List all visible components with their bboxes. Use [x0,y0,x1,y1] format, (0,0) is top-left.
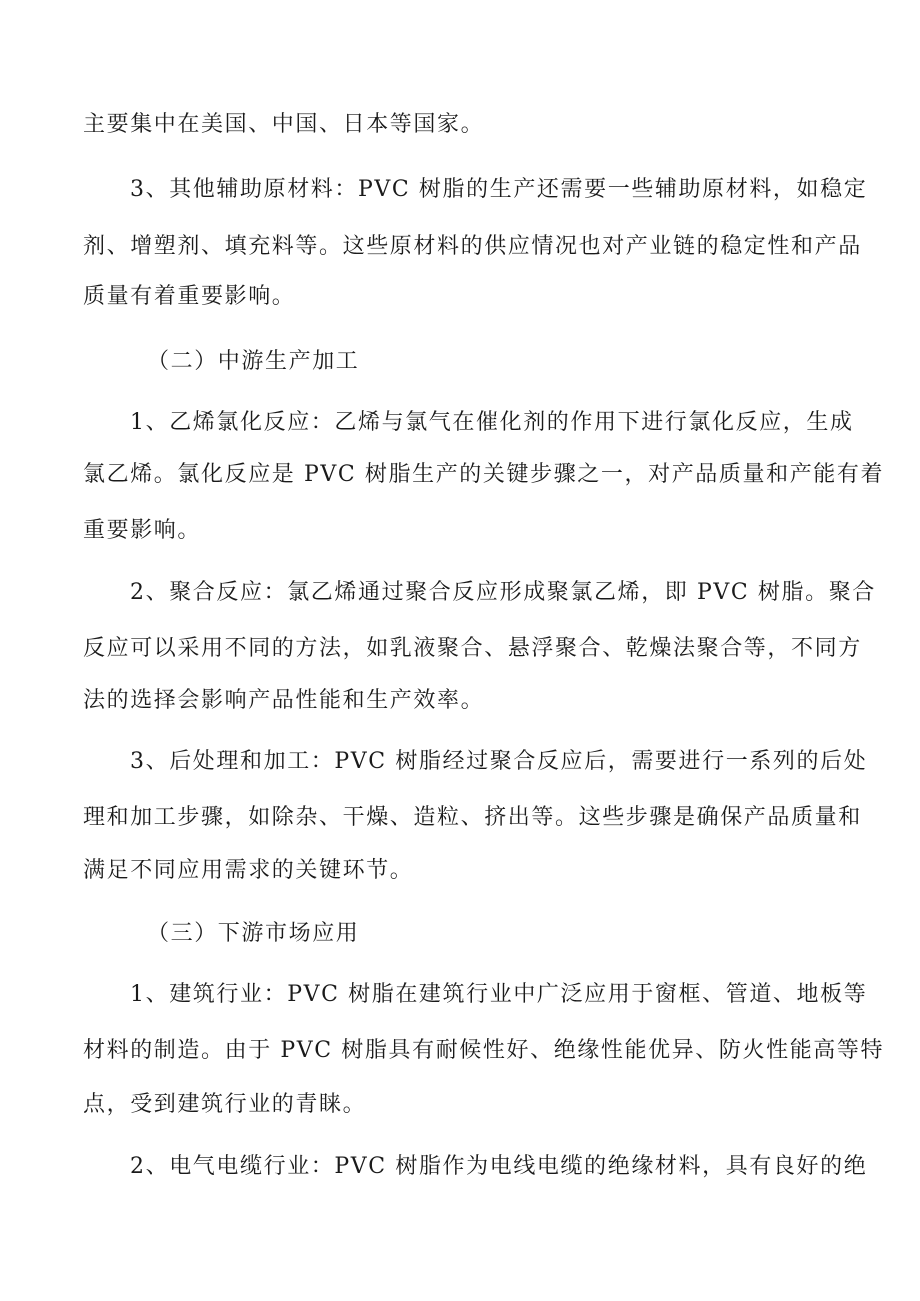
paragraph-line: 材料的制造。由于 PVC 树脂具有耐候性好、绝缘性能优异、防火性能高等特 [83,1038,885,1063]
paragraph-line: 氯乙烯。氯化反应是 PVC 树脂生产的关键步骤之一，对产品质量和产能有着 [83,462,885,487]
paragraph-line: 点，受到建筑行业的青睐。 [83,1092,367,1117]
paragraph-first-line: 2、电气电缆行业：PVC 树脂作为电线电缆的绝缘材料，具有良好的绝 [130,1154,868,1179]
paragraph-first-line: 1、建筑行业：PVC 树脂在建筑行业中广泛应用于窗框、管道、地板等 [130,982,868,1007]
paragraph-first-line: 1、乙烯氯化反应：乙烯与氯气在催化剂的作用下进行氯化反应，生成 [130,410,854,435]
section-heading: （二）中游生产加工 [147,349,360,374]
paragraph-line: 质量有着重要影响。 [83,284,296,309]
paragraph-continuation-line: 主要集中在美国、中国、日本等国家。 [83,112,485,137]
paragraph-first-line: 3、后处理和加工：PVC 树脂经过聚合反应后，需要进行一系列的后处 [130,749,868,774]
paragraph-first-line: 3、其他辅助原材料：PVC 树脂的生产还需要一些辅助原材料，如稳定 [130,177,868,202]
paragraph-line: 重要影响。 [83,518,202,543]
paragraph-line: 反应可以采用不同的方法，如乳液聚合、悬浮聚合、乾燥法聚合等，不同方 [83,636,862,661]
paragraph-line: 法的选择会影响产品性能和生产效率。 [83,688,485,713]
paragraph-line: 满足不同应用需求的关键环节。 [83,858,414,883]
paragraph-line: 剂、增塑剂、填充料等。这些原材料的供应情况也对产业链的稳定性和产品 [83,234,862,259]
section-heading: （三）下游市场应用 [147,921,360,946]
paragraph-first-line: 2、聚合反应：氯乙烯通过聚合反应形成聚氯乙烯，即 PVC 树脂。聚合 [130,580,876,605]
paragraph-line: 理和加工步骤，如除杂、干燥、造粒、挤出等。这些步骤是确保产品质量和 [83,805,862,830]
